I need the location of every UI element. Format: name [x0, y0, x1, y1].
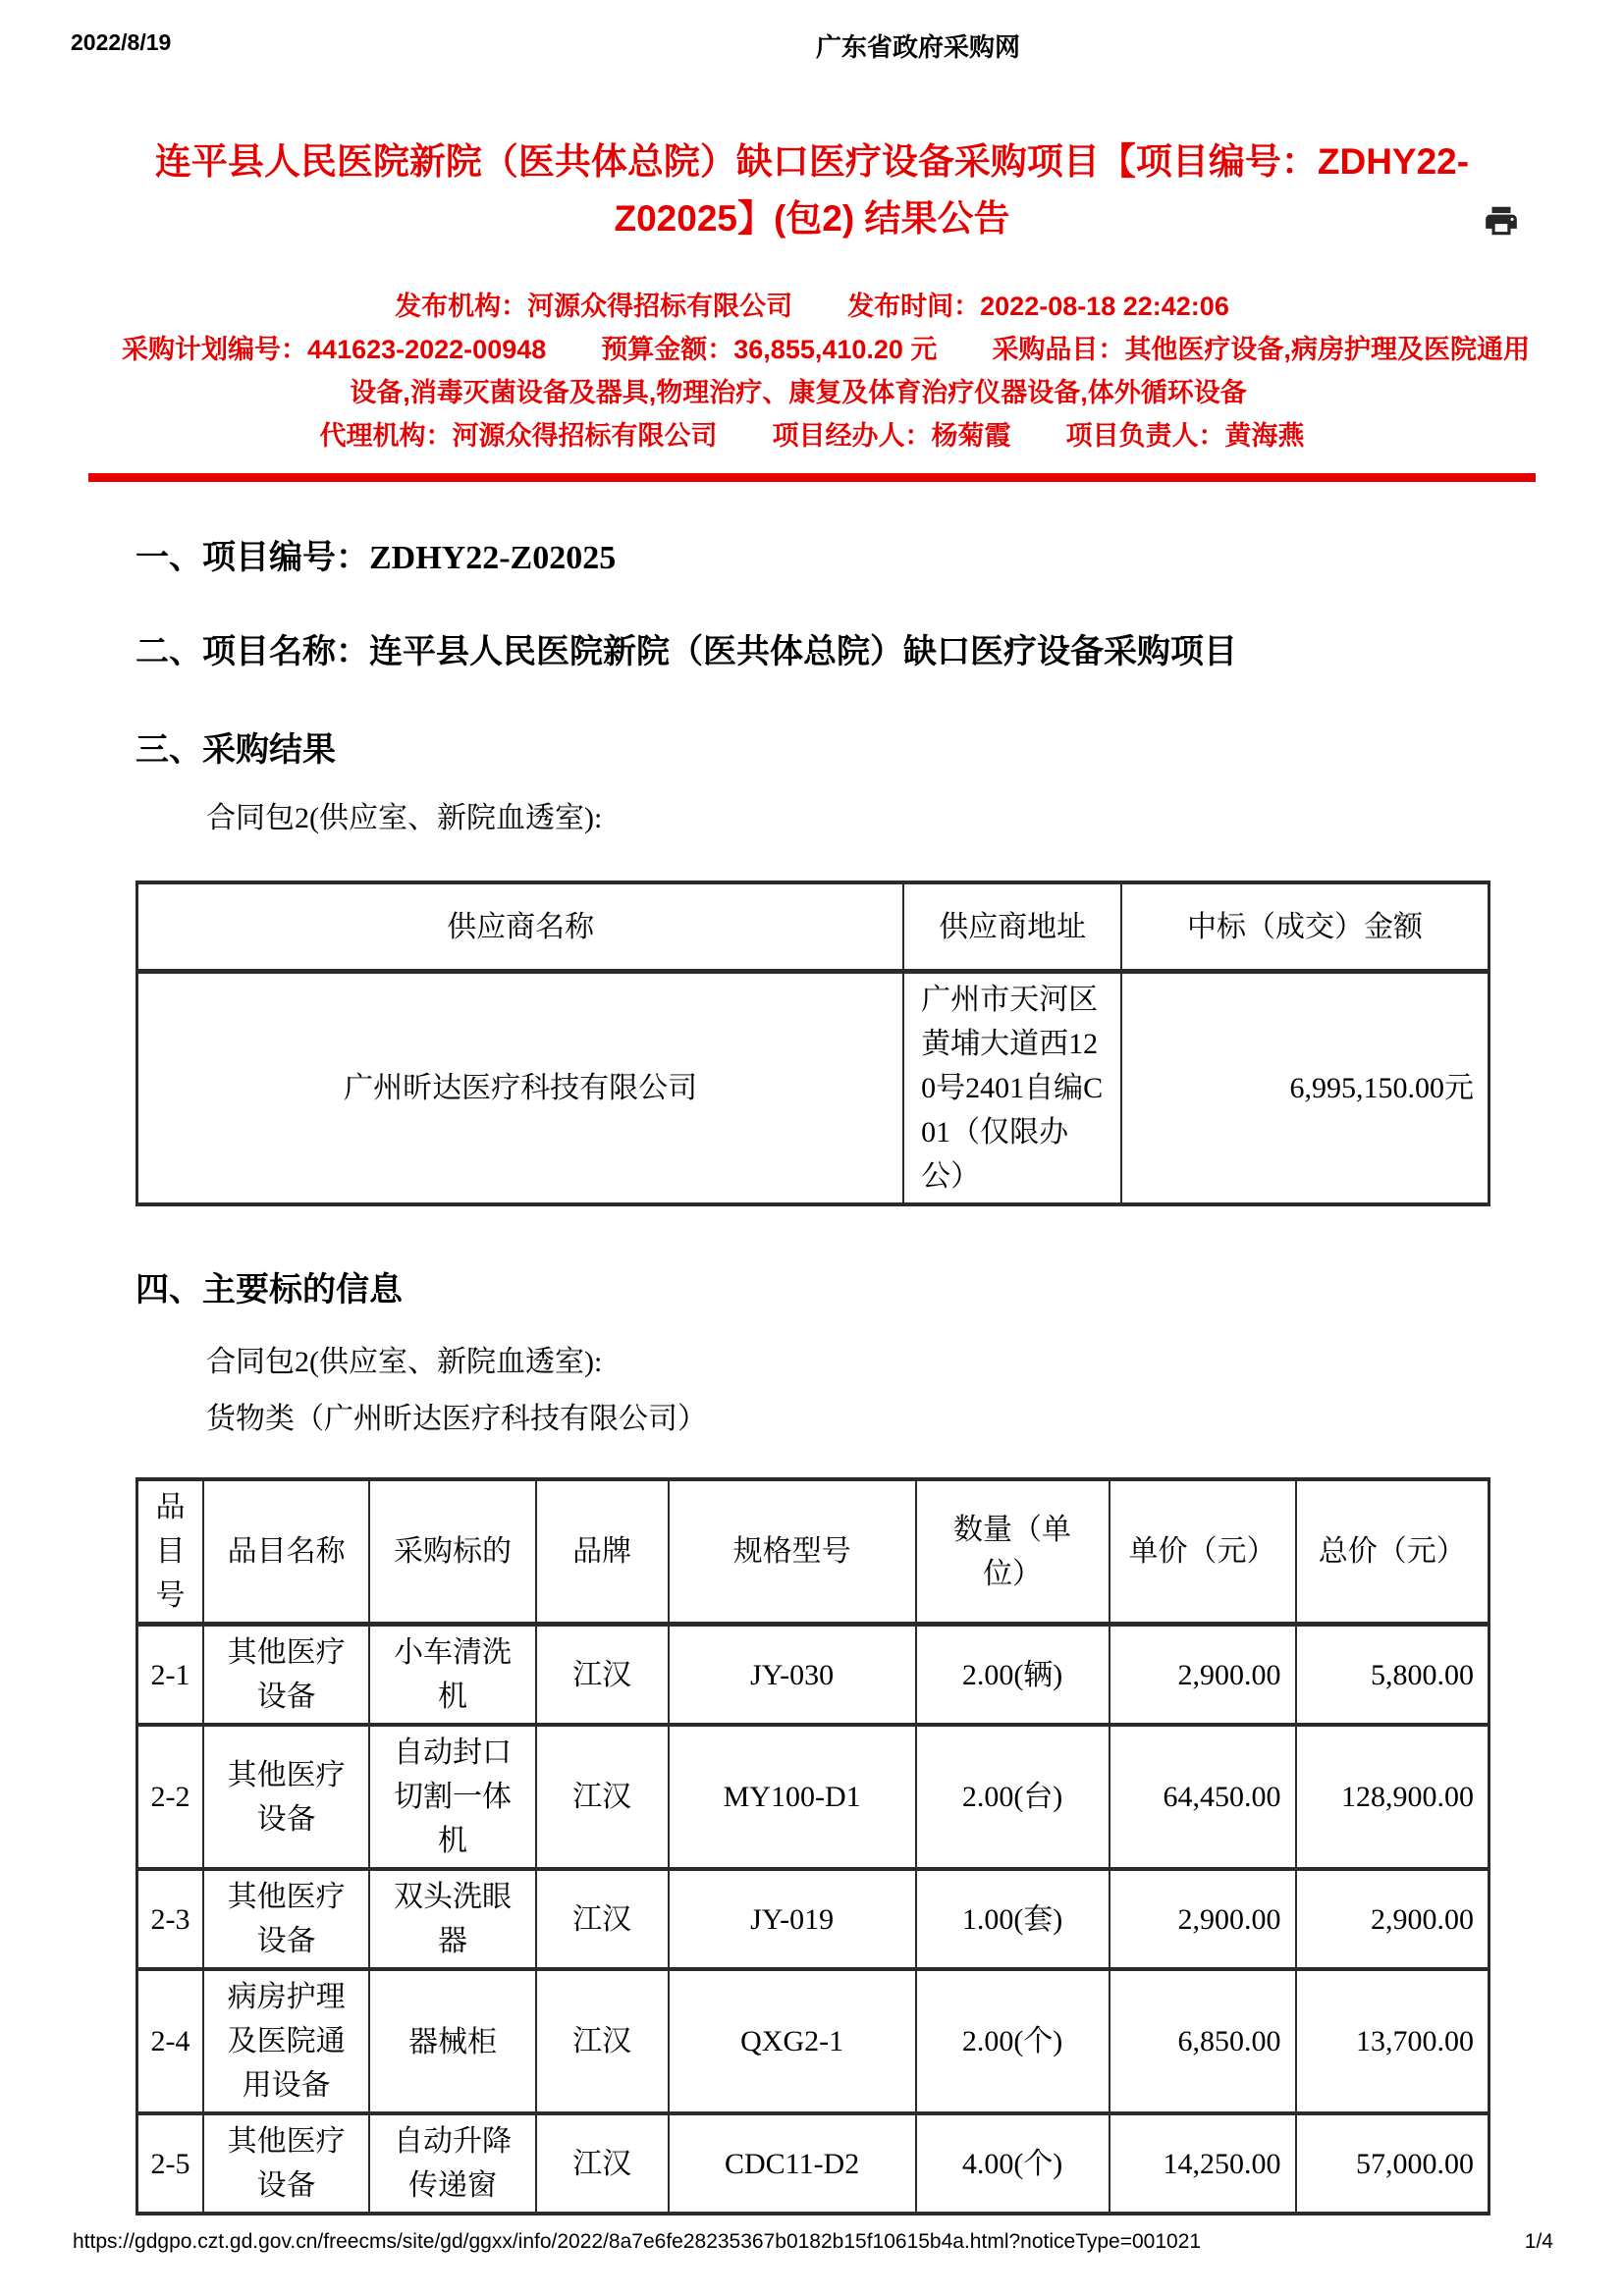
category-text: 其他医疗设备 [227, 2125, 346, 2202]
table-header-row [137, 882, 1489, 972]
quantity-cell: 4.00(个) [916, 2113, 1110, 2214]
meta-line-2 [93, 328, 1531, 414]
unit-price-cell: 6,850.00 [1110, 1969, 1296, 2113]
column-header-supplier-address: 供应商地址 [903, 882, 1121, 972]
item-no-cell: 2-4 [137, 1969, 203, 2113]
meta-leader [1066, 421, 1305, 451]
table-row [137, 1625, 1489, 1726]
meta-line-1 [93, 285, 1531, 328]
category-cell [203, 1869, 369, 1969]
meta-budget [601, 335, 937, 364]
model-cell: CDC11-D2 [669, 2113, 916, 2214]
divider-rule [88, 473, 1536, 482]
section-main-subject-info: 四、主要标的信息 [135, 1272, 403, 1308]
quantity-cell: 2.00(台) [916, 1725, 1110, 1869]
column-header-category: 品目名称 [203, 1479, 369, 1625]
category-text: 病房护理及医院通用设备 [227, 1981, 346, 2102]
meta-value: 黄海燕 [1224, 421, 1305, 451]
meta-label: 代理机构： [319, 421, 453, 451]
table-header-row [137, 1479, 1489, 1625]
brand-cell: 江汉 [536, 1869, 669, 1969]
total-price-cell: 2,900.00 [1296, 1869, 1489, 1969]
column-header-text: 数量（单位） [953, 1513, 1072, 1590]
column-header-model: 规格型号 [669, 1479, 916, 1625]
column-header-brand: 品牌 [536, 1479, 669, 1625]
meta-plan-number [122, 335, 546, 364]
brand-cell: 江汉 [536, 2113, 669, 2214]
meta-label: 项目负责人： [1065, 421, 1225, 451]
package-line-subject: 合同包2(供应室、新院血透室): [206, 1346, 603, 1378]
meta-value: 杨菊霞 [931, 421, 1011, 451]
table-row [137, 1725, 1489, 1869]
meta-label: 预算金额： [601, 335, 734, 364]
meta-label: 发布机构： [395, 292, 528, 321]
unit-price-cell: 14,250.00 [1110, 2113, 1296, 2214]
table-row [137, 972, 1489, 1205]
subject-text: 双头洗眼器 [394, 1881, 512, 1957]
title-block [0, 133, 1624, 247]
meta-value: 其他医疗设备,病房护理及医院通用设备,消毒灭菌设备及器具,物理治疗、康复及体育治疗仪器设备,体外循环设备 [350, 335, 1530, 407]
subject-text: 自动升降传递窗 [394, 2125, 512, 2202]
meta-publisher [395, 292, 792, 321]
category-text: 其他医疗设备 [227, 1881, 346, 1957]
unit-price-cell: 64,450.00 [1110, 1725, 1296, 1869]
column-header-quantity [916, 1479, 1110, 1625]
model-cell: JY-019 [669, 1869, 916, 1969]
meta-value: 河源众得招标有限公司 [452, 421, 718, 451]
category-text: 其他医疗设备 [227, 1758, 346, 1836]
item-no-cell: 2-5 [137, 2113, 203, 2214]
table-row [137, 1969, 1489, 2113]
item-no-cell: 2-3 [137, 1869, 203, 1969]
meta-label: 采购品目： [992, 335, 1125, 364]
category-cell [203, 1725, 369, 1869]
model-cell: MY100-D1 [669, 1725, 916, 1869]
meta-label: 采购计划编号： [122, 335, 308, 364]
unit-price-cell: 2,900.00 [1110, 1869, 1296, 1969]
unit-price-cell: 2,900.00 [1110, 1625, 1296, 1726]
column-header-subject: 采购标的 [369, 1479, 535, 1625]
quantity-cell: 2.00(辆) [916, 1625, 1110, 1726]
print-footer [73, 2230, 1553, 2254]
quantity-cell: 2.00(个) [916, 1969, 1110, 2113]
column-header-supplier-name: 供应商名称 [137, 882, 904, 972]
subject-cell [369, 1969, 535, 2113]
table-row [137, 2113, 1489, 2214]
model-cell: JY-030 [669, 1625, 916, 1726]
printer-icon[interactable] [1483, 202, 1520, 240]
column-header-award-amount: 中标（成交）金额 [1121, 882, 1489, 972]
item-no-cell: 2-1 [137, 1625, 203, 1726]
model-cell: QXG2-1 [669, 1969, 916, 2113]
subject-cell [369, 2113, 535, 2214]
page-indicator: 1/4 [1524, 2230, 1553, 2253]
goods-line: 货物类（广州昕达医疗科技有限公司） [206, 1403, 707, 1435]
meta-value: 2022-08-18 22:42:06 [980, 292, 1229, 321]
meta-handler [773, 421, 1011, 451]
total-price-cell: 13,700.00 [1296, 1969, 1489, 2113]
section-procurement-result: 三、采购结果 [135, 732, 336, 769]
meta-value: 441623-2022-00948 [307, 335, 547, 364]
print-header [0, 0, 1624, 86]
award-result-table [135, 881, 1490, 1206]
section-project-name: 二、项目名称：连平县人民医院新院（医共体总院）缺口医疗设备采购项目 [135, 634, 1237, 670]
subject-cell [369, 1625, 535, 1726]
section-project-number: 一、项目编号：ZDHY22-Z02025 [135, 540, 617, 576]
subject-cell [369, 1725, 535, 1869]
total-price-cell: 128,900.00 [1296, 1725, 1489, 1869]
table-row [137, 1869, 1489, 1969]
column-header-item-no [137, 1479, 203, 1625]
meta-value: 河源众得招标有限公司 [527, 292, 793, 321]
item-no-cell: 2-2 [137, 1725, 203, 1869]
brand-cell: 江汉 [536, 1625, 669, 1726]
subject-table [135, 1477, 1490, 2216]
category-text: 其他医疗设备 [227, 1636, 346, 1713]
subject-text: 自动封口切割一体机 [394, 1736, 512, 1857]
category-cell [203, 1625, 369, 1726]
meta-line-3 [93, 414, 1531, 457]
total-price-cell: 57,000.00 [1296, 2113, 1489, 2214]
subject-text: 小车清洗机 [394, 1636, 512, 1713]
meta-label: 发布时间： [847, 292, 981, 321]
category-cell [203, 2113, 369, 2214]
meta-label: 项目经办人： [772, 421, 932, 451]
column-header-unit-price: 单价（元） [1110, 1479, 1296, 1625]
site-title: 广东省政府采购网 [815, 33, 1021, 62]
brand-cell: 江汉 [536, 1969, 669, 2113]
meta-agency [320, 421, 718, 451]
meta-value: 36,855,410.20 元 [733, 335, 938, 364]
subject-text: 器械柜 [408, 2026, 497, 2059]
supplier-address-cell [903, 972, 1121, 1205]
brand-cell: 江汉 [536, 1725, 669, 1869]
supplier-address-text: 广州市天河区黄埔大道西120号2401自编C01（仅限办公） [921, 984, 1104, 1193]
column-header-total-price: 总价（元） [1296, 1479, 1489, 1625]
meta-publish-time [847, 292, 1229, 321]
category-cell [203, 1969, 369, 2113]
award-amount-cell: 6,995,150.00元 [1121, 972, 1489, 1205]
package-line-result: 合同包2(供应室、新院血透室): [206, 802, 603, 834]
total-price-cell: 5,800.00 [1296, 1625, 1489, 1726]
notice-title: 连平县人民医院新院（医共体总院）缺口医疗设备采购项目【项目编号：ZDHY22-Z02025】(包2) 结果公告 [154, 141, 1470, 239]
supplier-name-cell: 广州昕达医疗科技有限公司 [137, 972, 904, 1205]
column-header-text: 品目号 [155, 1491, 186, 1612]
subject-cell [369, 1869, 535, 1969]
print-date: 2022/8/19 [71, 29, 172, 55]
source-url: https://gdgpo.czt.gd.gov.cn/freecms/site/gd/ggxx/info/2022/8a7e6fe28235367b0182b15f10615b4a.html?noticeType=001021 [73, 2230, 1202, 2253]
quantity-cell: 1.00(套) [916, 1869, 1110, 1969]
notice-meta [0, 285, 1624, 457]
